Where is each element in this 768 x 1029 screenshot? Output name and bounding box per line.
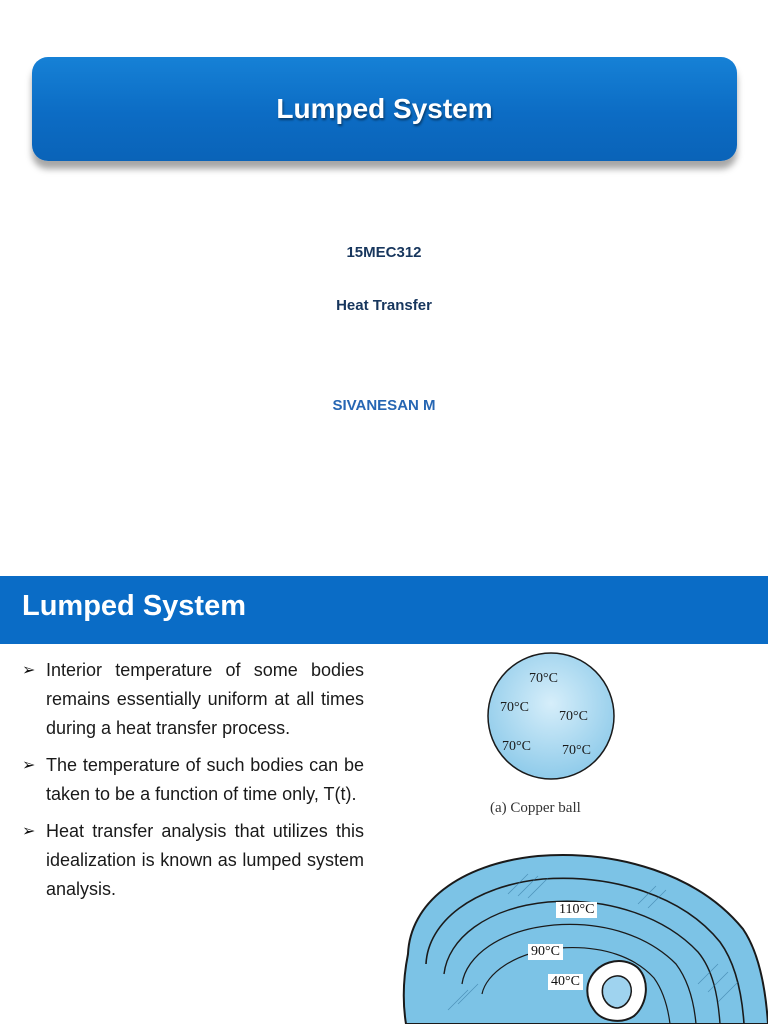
author-name: SIVANESAN M	[332, 397, 436, 414]
roast-temp-label: 40°C	[548, 974, 583, 990]
slide-title: Lumped System	[276, 93, 493, 124]
course-name: Heat Transfer	[336, 297, 432, 314]
copper-ball-figure	[486, 651, 616, 781]
list-item	[20, 817, 364, 904]
arrow-bullet-icon: ➢	[22, 823, 36, 840]
ball-temp-label: 70°C	[562, 743, 591, 758]
ball-temp-label: 70°C	[502, 739, 531, 754]
ball-temp-label: 70°C	[500, 700, 529, 715]
bullet-text: Interior temperature of some bodies remains essentially uniform at all times during a heat transfer process.	[46, 660, 364, 738]
ball-temp-label: 70°C	[559, 709, 588, 724]
roast-figure	[398, 834, 768, 1024]
bullet-text: The temperature of such bodies can be taken to be a function of time only, T(t).	[46, 755, 364, 804]
content-slide	[0, 576, 768, 1024]
list-item	[20, 656, 364, 743]
roast-temp-label: 90°C	[528, 944, 563, 960]
arrow-bullet-icon: ➢	[22, 662, 36, 679]
slide-heading: Lumped System	[22, 590, 246, 622]
title-banner	[32, 57, 737, 161]
arrow-bullet-icon: ➢	[22, 757, 36, 774]
course-code: 15MEC312	[346, 244, 422, 261]
list-item	[20, 751, 364, 809]
bullet-text: Heat transfer analysis that utilizes this idealization is known as lumped system analysis.	[46, 821, 364, 899]
ball-temp-label: 70°C	[529, 671, 558, 686]
bullet-list	[20, 656, 364, 912]
slide-header-bar	[0, 576, 768, 644]
roast-cross-section-icon	[398, 834, 768, 1024]
figure-caption: (a) Copper ball	[490, 800, 581, 816]
roast-temp-label: 110°C	[556, 902, 597, 918]
